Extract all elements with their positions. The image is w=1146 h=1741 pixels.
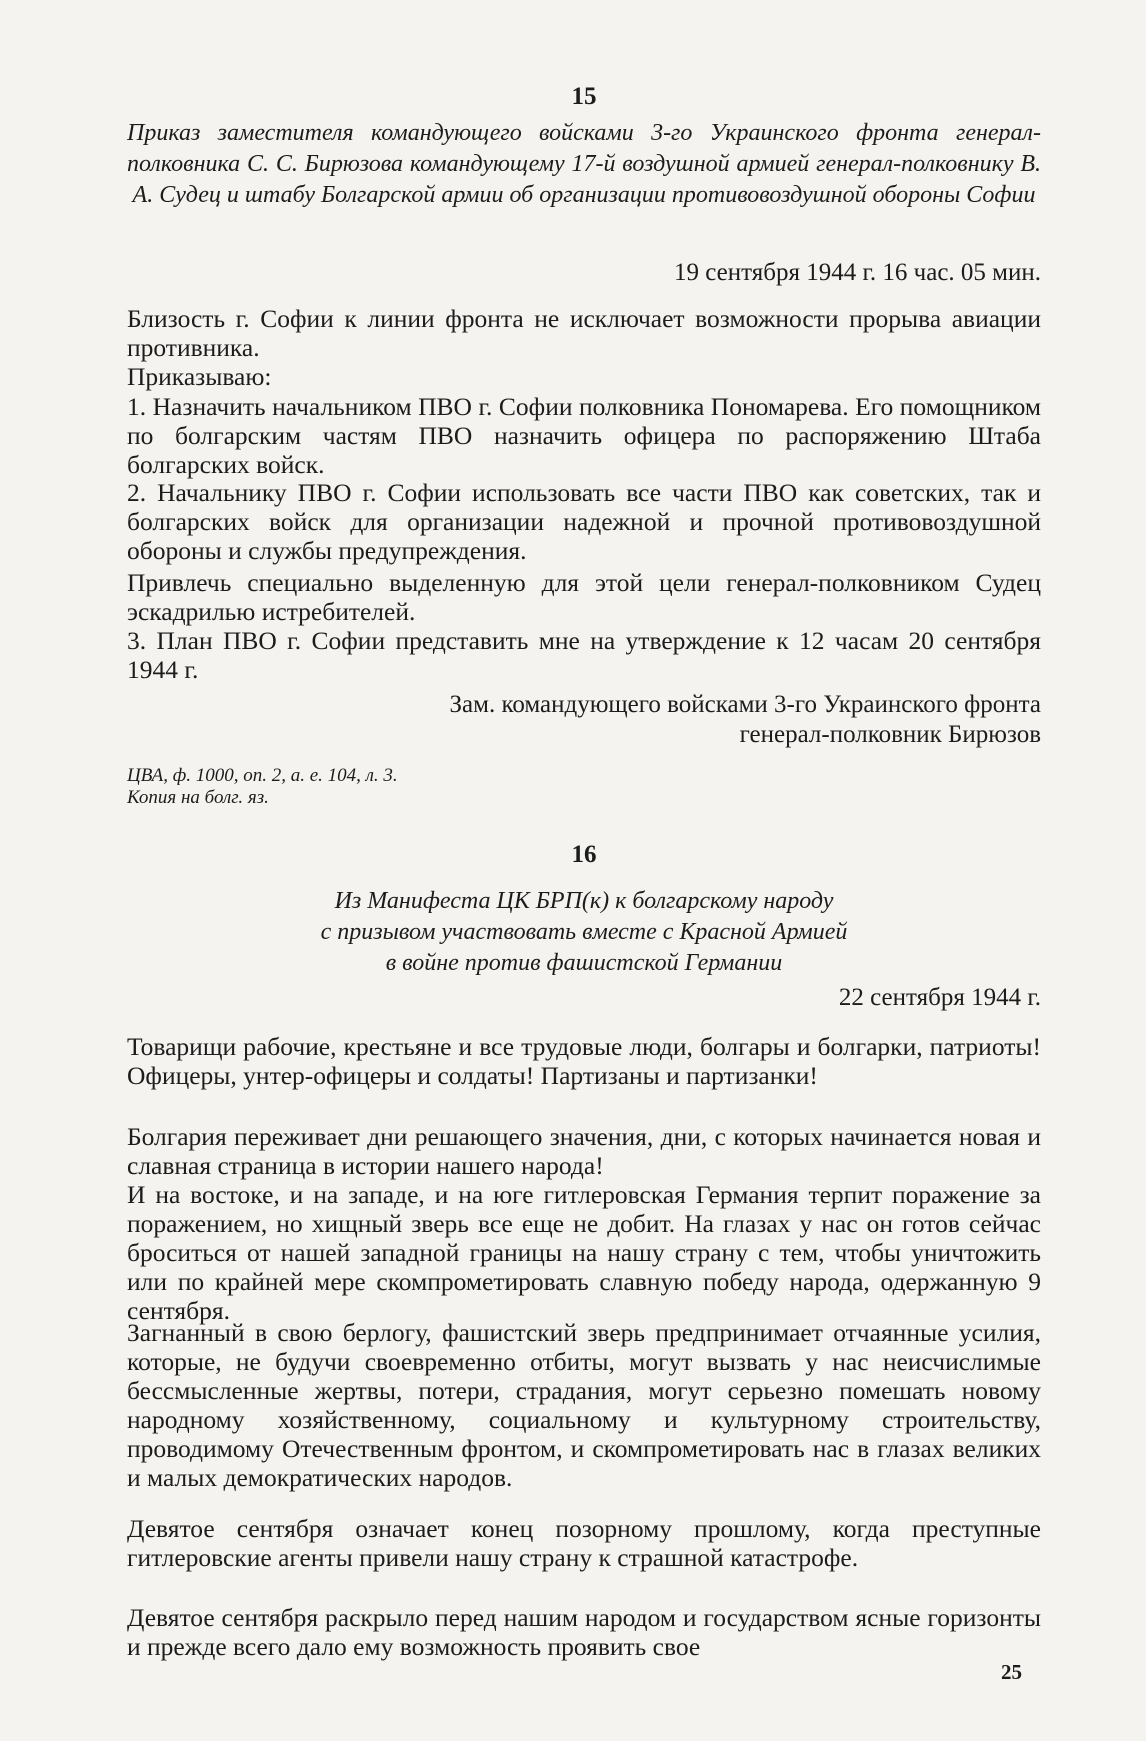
doc16-paragraph: Болгария переживает дни решающего значения, дни, с которых начинается новая и славная страница в истории нашего народа! — [127, 1122, 1041, 1180]
doc15-date: 19 сентября 1944 г. 16 час. 05 мин. — [674, 259, 1041, 286]
doc16-paragraph: Загнанный в свою берлогу, фашистский зверь предпринимает отчаянные усилия, которые, не будучи своевременно отбиты, могут вызвать у нас неисчислимые бессмысленные жертвы, потери, страдания, могут серьезно помешать новому народному хозяйственному, социальному и культурному строительству, проводимому Отечественным фронтом, и скомпрометировать нас в глазах великих и малых демократических народов. — [127, 1318, 1041, 1492]
doc16-paragraph: Девятое сентября означает конец позорному прошлому, когда преступные гитлеровские агенты привели нашу страну к страшной катастрофе. — [127, 1514, 1041, 1572]
doc15-paragraph: 2. Начальнику ПВО г. Софии использовать все части ПВО как советских, так и болгарских войск для организации надежной и прочной противовоздушной обороны и службы предупреждения. — [127, 478, 1041, 565]
doc15-paragraph: Приказываю: — [127, 362, 272, 391]
doc16-paragraph: Девятое сентября раскрыло перед нашим народом и государством ясные горизонты и прежде всего дало ему возможность проявить свое — [127, 1603, 1041, 1661]
doc16-paragraph: Товарищи рабочие, крестьяне и все трудовые люди, болгары и болгарки, патриоты! Офицеры, унтер-офицеры и солдаты! Партизаны и партизанки! — [127, 1032, 1041, 1090]
doc16-paragraph: И на востоке, и на западе, и на юге гитлеровская Германия терпит поражение за поражением, но хищный зверь все еще не добит. На глазах у нас он готов сейчас броситься от нашей западной границы на нашу страну с тем, чтобы уничтожить или по крайней мере скомпрометировать славную победу народа, одержанную 9 сентября. — [127, 1180, 1041, 1325]
doc15-paragraph: 3. План ПВО г. Софии представить мне на утверждение к 12 часам 20 сентября 1944 г. — [127, 626, 1041, 684]
doc15-signature-name: генерал-полковник Бирюзов — [739, 721, 1041, 748]
doc15-signature-position: Зам. командующего войсками 3-го Украинского фронта — [449, 691, 1041, 718]
doc16-number: 16 — [571, 841, 597, 868]
doc16-title-line: в войне против фашистской Германии — [385, 950, 783, 976]
doc15-number: 15 — [571, 83, 597, 110]
doc15-archive-note: Копия на болг. яз. — [127, 787, 269, 808]
doc16-title-line: Из Манифеста ЦК БРП(к) к болгарскому народу — [334, 888, 834, 914]
doc15-title: Приказ заместителя командующего войсками 3-го Украинского фронта генерал-полковника С. С. Бирюзова командующему 17-й воздушной армией генерал-полковнику В. А. Судец и штабу Болгарской армии об организации противовоздушной обороны Софии — [127, 120, 1041, 208]
page-number: 25 — [1001, 1660, 1022, 1684]
doc15-paragraph: 1. Назначить начальником ПВО г. Софии полковника Пономарева. Его помощником по болгарским частям ПВО назначить офицера по распоряжению Штаба болгарских войск. — [127, 392, 1041, 479]
doc15-paragraph: Близость г. Софии к линии фронта не исключает возможности прорыва авиации противника. — [127, 304, 1041, 362]
doc15-paragraph: Привлечь специально выделенную для этой цели генерал-полковником Судец эскадрилью истребителей. — [127, 568, 1041, 626]
doc16-title-line: с призывом участвовать вместе с Красной Армией — [320, 919, 848, 945]
doc16-date: 22 сентября 1944 г. — [838, 984, 1041, 1011]
doc15-archive-reference: ЦВА, ф. 1000, оп. 2, а. е. 104, л. 3. — [127, 765, 398, 786]
